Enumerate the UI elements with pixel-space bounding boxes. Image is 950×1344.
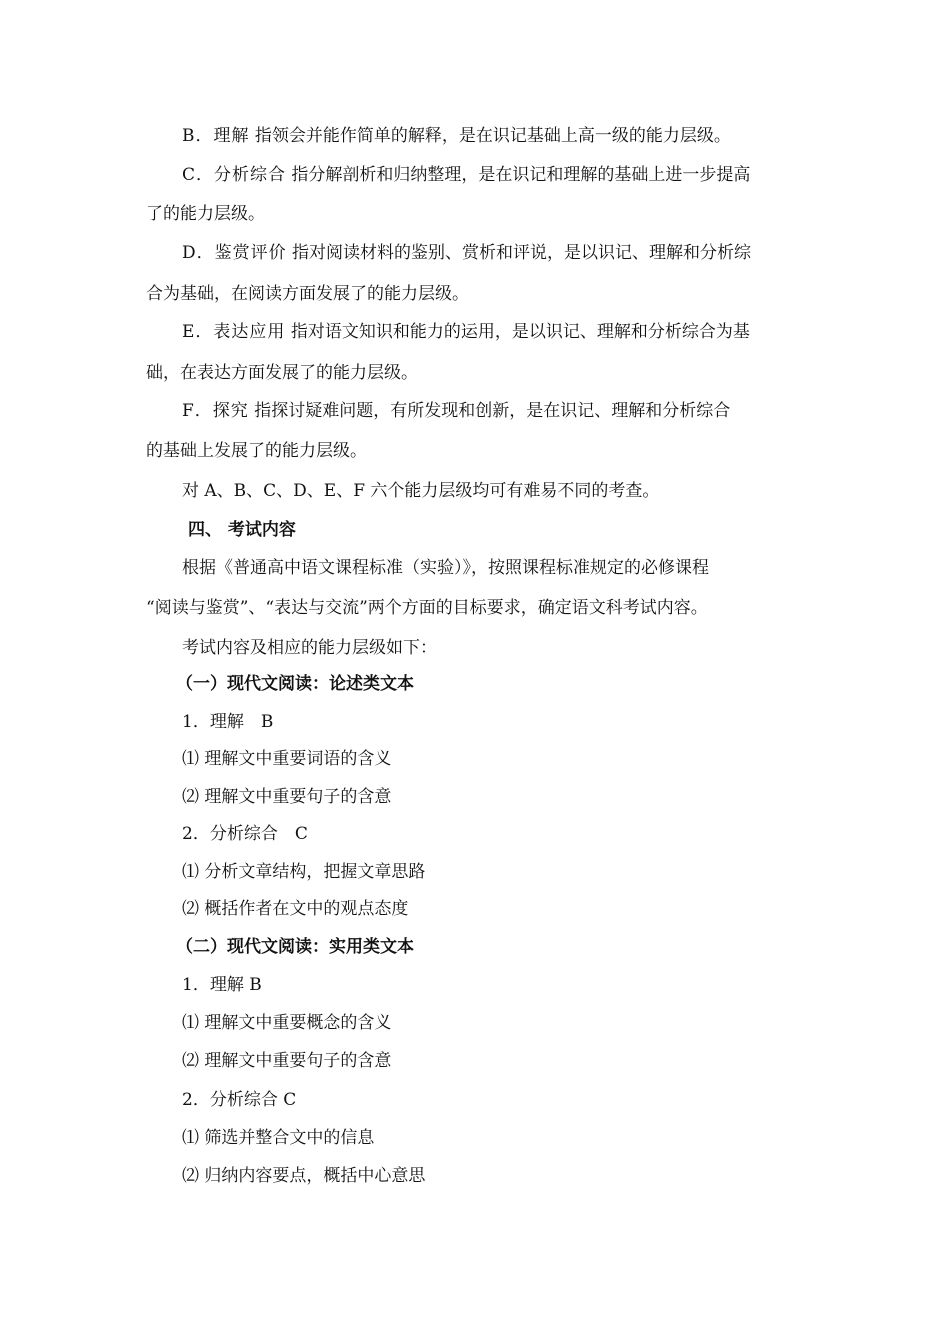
part-1-item: ⑴ 分析文章结构，把握文章思路: [182, 862, 426, 882]
part-1-item: ⑵ 概括作者在文中的观点态度: [182, 899, 409, 919]
level-b-label: B．理解: [182, 126, 250, 146]
level-f-line1: [182, 399, 730, 423]
level-f-desc-2: 的基础上发展了的能力层级。: [146, 441, 367, 461]
level-d-line1: [182, 241, 751, 265]
level-d-label: D．鉴赏评价: [182, 243, 287, 263]
part-2-item: 1．理解 B: [182, 975, 262, 995]
level-e-desc-2: 础，在表达方面发展了的能力层级。: [146, 363, 418, 383]
part-1-item: 1．理解 B: [182, 712, 274, 732]
level-b-desc: 指领会并能作简单的解释，是在识记基础上高一级的能力层级。: [254, 126, 731, 146]
level-c-label: C．分析综合: [182, 165, 287, 185]
level-e-label: E．表达应用: [182, 322, 286, 342]
level-e-line1: [182, 320, 750, 344]
level-d-desc-1: 指对阅读材料的鉴别、赏析和评说，是以识记、理解和分析综: [292, 243, 752, 263]
level-f-desc-1: 指探讨疑难问题，有所发现和创新，是在识记、理解和分析综合: [254, 401, 731, 421]
part-2-item: ⑵ 理解文中重要句子的含意: [182, 1051, 392, 1071]
section-4-p1-line1: 根据《普通高中语文课程标准（实验）》，按照课程标准规定的必修课程: [182, 558, 709, 578]
part-1-item: 2．分析综合 C: [182, 824, 308, 844]
level-f-label: F．探究: [182, 401, 249, 421]
part-1-heading: （一）现代文阅读：论述类文本: [176, 674, 414, 694]
level-b-line: [182, 124, 731, 148]
levels-summary: 对 A、B、C、D、E、F 六个能力层级均可有难易不同的考查。: [182, 481, 660, 501]
level-c-desc-1: 指分解剖析和归纳整理，是在识记和理解的基础上进一步提高: [291, 165, 751, 185]
level-e-desc-1: 指对语文知识和能力的运用，是以识记、理解和分析综合为基: [290, 322, 750, 342]
level-c-line1: [182, 163, 750, 187]
part-2-item: ⑵ 归纳内容要点，概括中心意思: [182, 1166, 426, 1186]
section-4-p2: 考试内容及相应的能力层级如下：: [182, 638, 437, 658]
part-2-item: ⑴ 理解文中重要概念的含义: [182, 1013, 392, 1033]
section-4-p1-line2: “阅读与鉴赏”、“表达与交流”两个方面的目标要求，确定语文科考试内容。: [146, 598, 708, 618]
section-4-heading: 四、 考试内容: [188, 520, 296, 540]
level-c-desc-2: 了的能力层级。: [146, 204, 265, 224]
part-2-heading: （二）现代文阅读：实用类文本: [176, 937, 414, 957]
part-1-item: ⑵ 理解文中重要句子的含意: [182, 787, 392, 807]
part-2-item: ⑴ 筛选并整合文中的信息: [182, 1128, 375, 1148]
part-2-item: 2．分析综合 C: [182, 1090, 297, 1110]
level-d-desc-2: 合为基础，在阅读方面发展了的能力层级。: [146, 284, 469, 304]
part-1-item: ⑴ 理解文中重要词语的含义: [182, 749, 392, 769]
